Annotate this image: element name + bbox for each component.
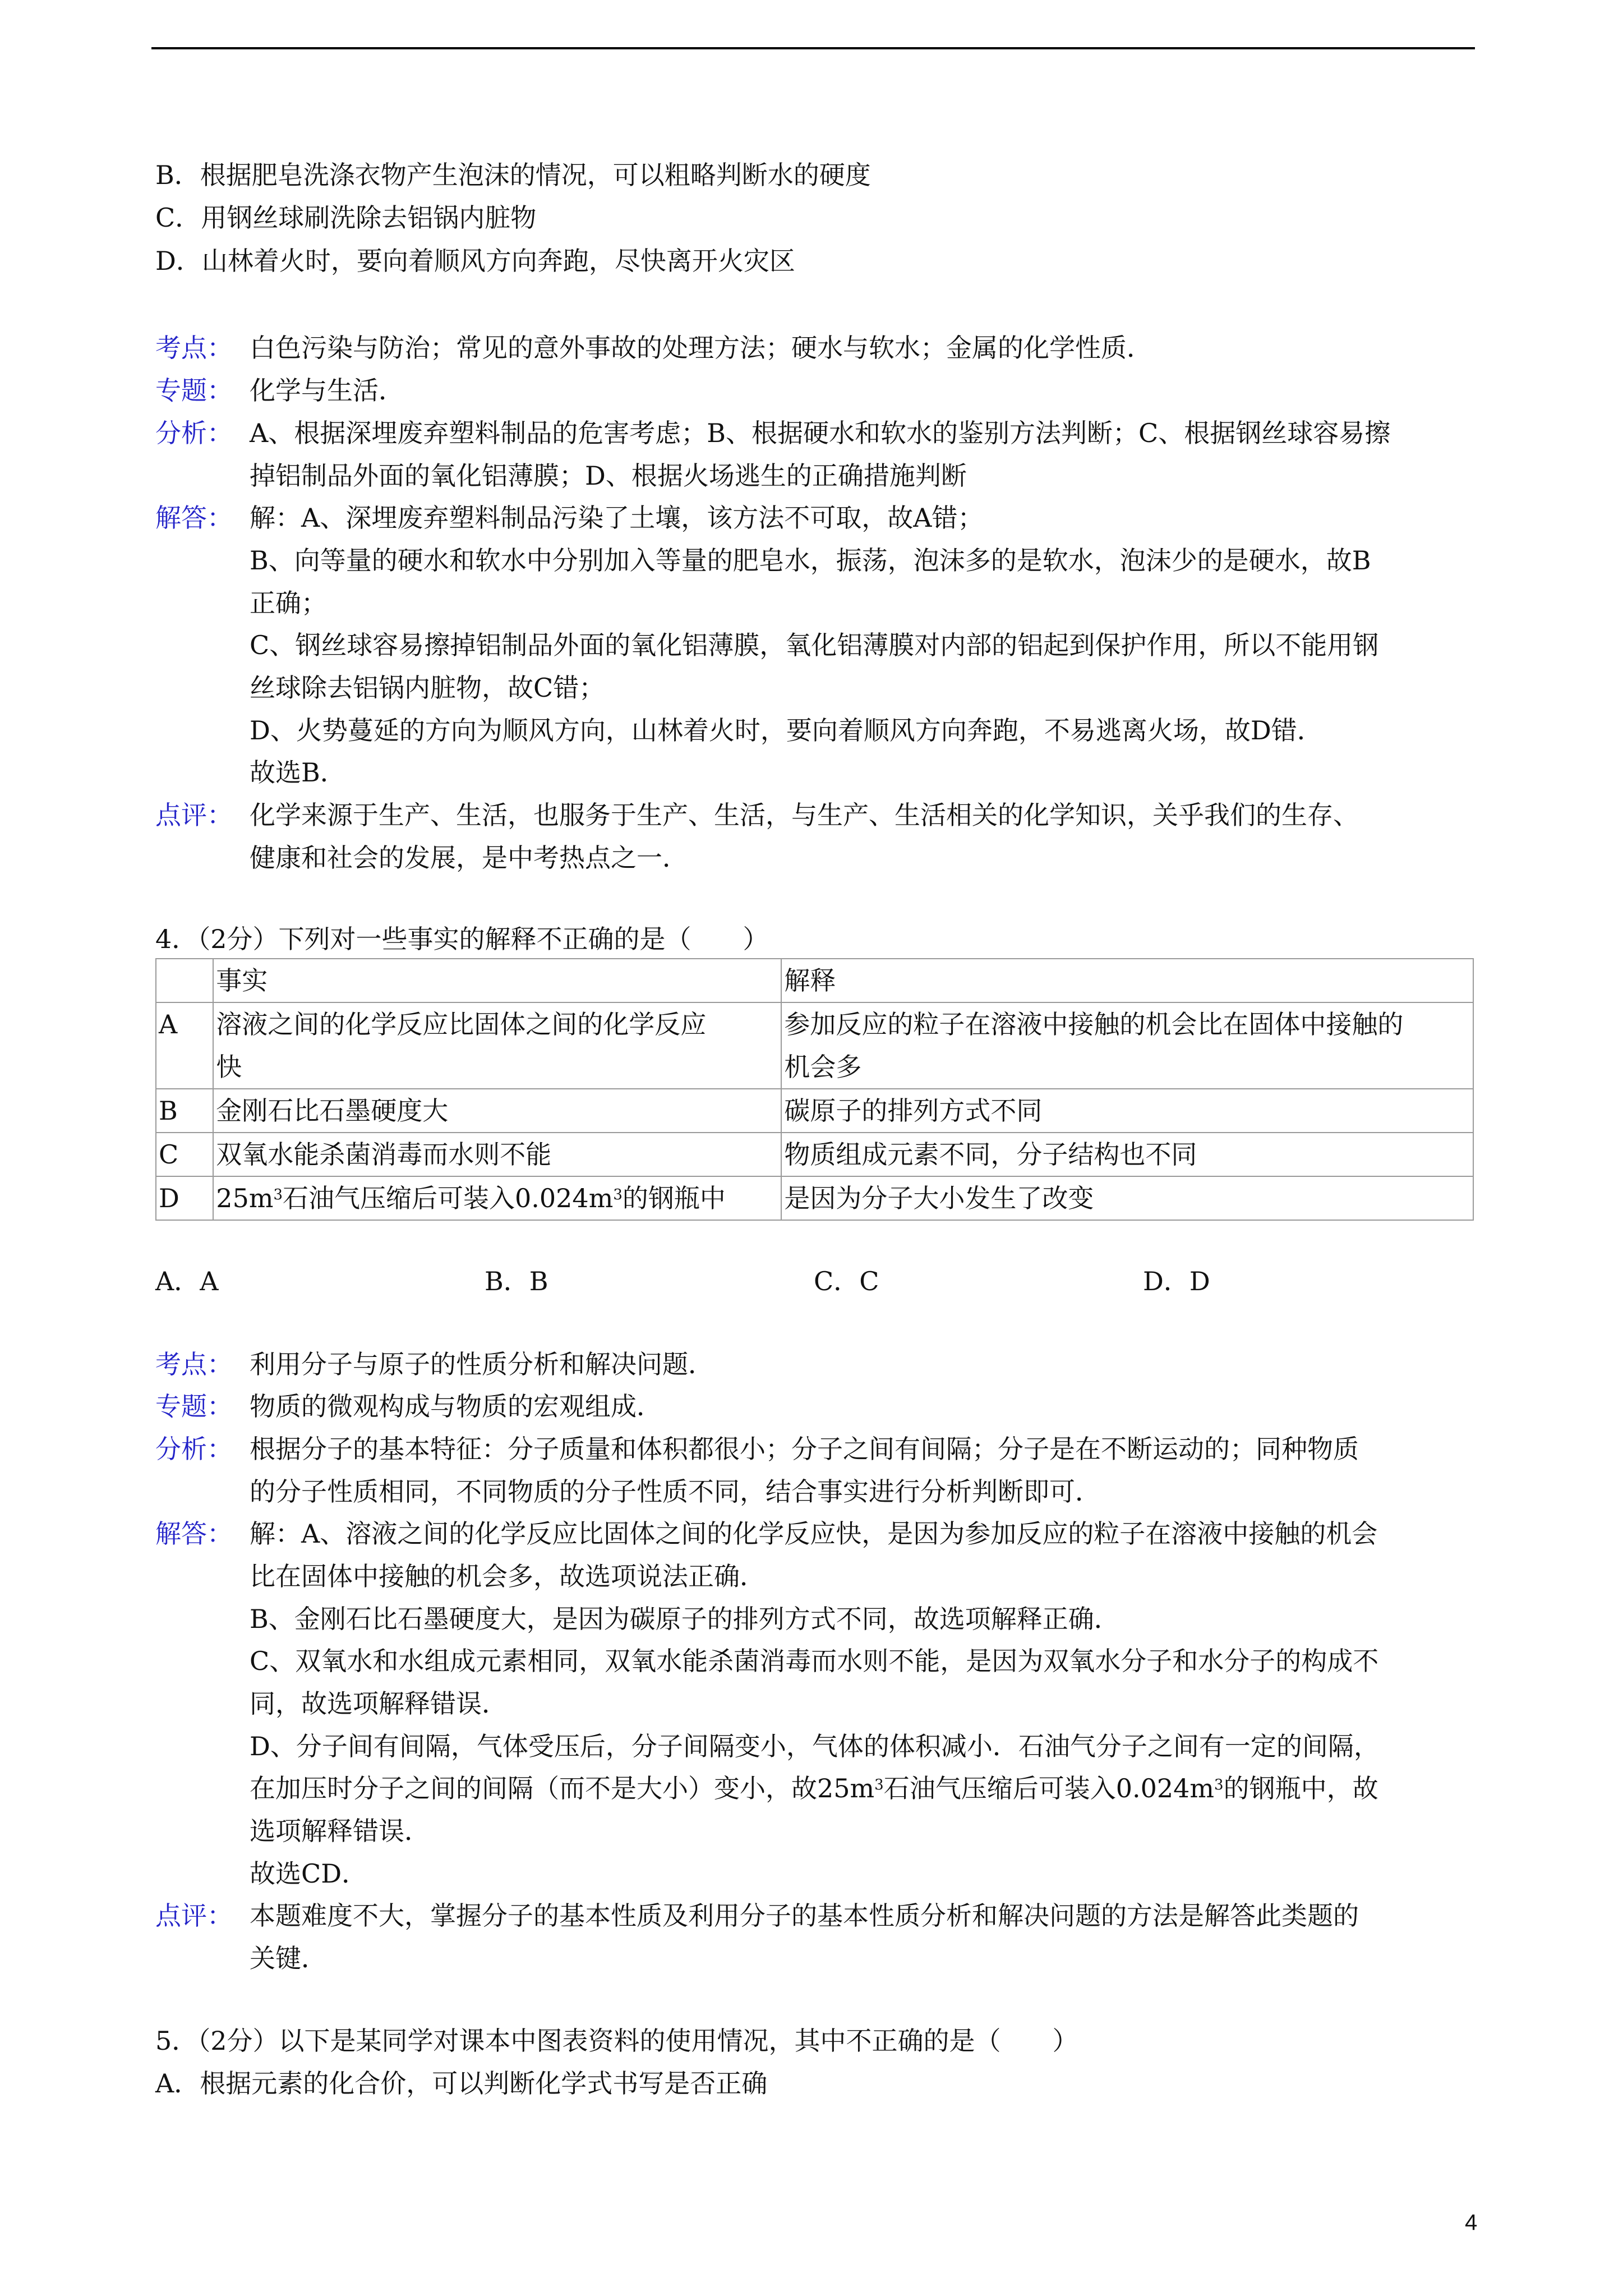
jieda-line: 解：A、深埋废弃塑料制品污染了土壤，该方法不可取，故A错；	[250, 503, 984, 533]
page-number: 4	[1465, 2210, 1478, 2235]
fenxi-label: 分析：	[155, 418, 233, 448]
choice-a: A．A	[155, 1266, 219, 1296]
jieda-line: 正确；	[250, 588, 327, 618]
dianping-label: 点评：	[155, 800, 233, 830]
jieda-line: 故选B．	[250, 757, 346, 788]
jieda-line: 丝球除去铝锅内脏物，故C错；	[250, 673, 605, 703]
jieda-line: C、钢丝球容易擦掉铝制品外面的氧化铝薄膜，氧化铝薄膜对内部的铝起到保护作用，所以不能用钢	[250, 630, 1379, 660]
table-header-cell	[156, 959, 213, 1002]
jieda-line: 解：A、溶液之间的化学反应比固体之间的化学反应快，是因为参加反应的粒子在溶液中接触的机会	[250, 1519, 1378, 1549]
table-row	[156, 1176, 1473, 1220]
jieda-line: D、火势蔓延的方向为顺风方向，山林着火时，要向着顺风方向奔跑，不易逃离火场，故D错．	[250, 715, 1323, 746]
choice-d: D．D	[1143, 1266, 1210, 1296]
dianping-line: 健康和社会的发展，是中考热点之一．	[250, 843, 688, 873]
option-b-q3: B．根据肥皂洗涤衣物产生泡沫的情况，可以粗略判断水的硬度	[155, 160, 871, 190]
table-row	[156, 1133, 1473, 1176]
zhuanti-text: 化学与生活．	[250, 375, 404, 406]
jieda-line: 选项解释错误．	[250, 1816, 430, 1846]
fact-cell: 金刚石比石墨硬度大	[213, 1089, 781, 1133]
zhuanti-text: 物质的微观构成与物质的宏观组成．	[250, 1391, 662, 1421]
jieda-line: C、双氧水和水组成元素相同，双氧水能杀菌消毒而水则不能，是因为双氧水分子和水分子的构成不	[250, 1646, 1379, 1676]
fact-cell: $25m^3$石油气压缩后可装入$0.024m^3$的钢瓶中	[213, 1176, 781, 1220]
table-row	[156, 1089, 1473, 1133]
fenxi-line: 掉铝制品外面的氧化铝薄膜；D、根据火场逃生的正确措施判断	[250, 461, 967, 491]
jieda-line: 比在固体中接触的机会多，故选项说法正确．	[250, 1561, 766, 1591]
kaodian-label: 考点：	[155, 1349, 233, 1379]
explain-line: 参加反应的粒子在溶液中接触的机会比在固体中接触的	[784, 1009, 1404, 1039]
explain-line: 机会多	[784, 1052, 862, 1082]
choice-c: C．C	[814, 1266, 879, 1296]
explain-cell: 物质组成元素不同，分子结构也不同	[781, 1133, 1473, 1176]
zhuanti-label: 专题：	[155, 1391, 233, 1421]
jieda-label: 解答：	[155, 503, 233, 533]
fenxi-line: 的分子性质相同，不同物质的分子性质不同，结合事实进行分析判断即可．	[250, 1476, 1101, 1507]
explain-cell: 碳原子的排列方式不同	[781, 1089, 1473, 1133]
header-rule	[151, 47, 1475, 49]
fact-cell	[213, 1002, 781, 1089]
dianping-line: 本题难度不大，掌握分子的基本性质及利用分子的基本性质分析和解决问题的方法是解答此类题的	[250, 1901, 1359, 1931]
dianping-line: 化学来源于生产、生活，也服务于生产、生活，与生产、生活相关的化学知识，关乎我们的生存、	[250, 800, 1359, 830]
jieda-line: B、金刚石比石墨硬度大，是因为碳原子的排列方式不同，故选项解释正确．	[250, 1604, 1120, 1634]
table-row	[156, 1002, 1473, 1089]
jieda-line: B、向等量的硬水和软水中分别加入等量的肥皂水，振荡，泡沫多的是软水，泡沫少的是硬水，故B	[250, 545, 1371, 576]
q5-option-a: A．根据元素的化合价，可以判断化学式书写是否正确	[155, 2068, 768, 2099]
choice-b: B．B	[485, 1266, 548, 1296]
option-c-q3: C．用钢丝球刷洗除去铝锅内脏物	[155, 203, 537, 233]
jieda-line: D、分子间有间隔，气体受压后，分子间隔变小，气体的体积减小．石油气分子之间有一定的间隔，	[250, 1731, 1380, 1761]
explain-cell	[781, 1002, 1473, 1089]
kaodian-text: 白色污染与防治；常见的意外事故的处理方法；硬水与软水；金属的化学性质．	[250, 333, 1152, 363]
fenxi-line: A、根据深埋废弃塑料制品的危害考虑；B、根据硬水和软水的鉴别方法判断；C、根据钢丝球容易擦	[250, 418, 1391, 448]
fenxi-label: 分析：	[155, 1434, 233, 1464]
dianping-line: 关键．	[250, 1943, 327, 1973]
jieda-line: 同，故选项解释错误．	[250, 1688, 508, 1719]
fact-line: 溶液之间的化学反应比固体之间的化学反应	[216, 1009, 707, 1039]
option-d-q3: D．山林着火时，要向着顺风方向奔跑，尽快离开火灾区	[155, 246, 795, 276]
dianping-label: 点评：	[155, 1901, 233, 1931]
fact-cell: 双氧水能杀菌消毒而水则不能	[213, 1133, 781, 1176]
row-key: D	[156, 1176, 213, 1220]
kaodian-label: 考点：	[155, 333, 233, 363]
row-key: B	[156, 1089, 213, 1133]
jieda-line: 故选CD．	[250, 1858, 368, 1889]
jieda-label: 解答：	[155, 1519, 233, 1549]
row-key: A	[156, 1002, 213, 1089]
explain-cell: 是因为分子大小发生了改变	[781, 1176, 1473, 1220]
fact-line: 快	[216, 1052, 242, 1082]
question-5-stem: 5．（2分）以下是某同学对课本中图表资料的使用情况，其中不正确的是（ ）	[155, 2026, 1078, 2056]
facts-table	[155, 958, 1474, 1221]
fenxi-line: 根据分子的基本特征：分子质量和体积都很小；分子之间有间隔；分子是在不断运动的；同种物质	[250, 1434, 1359, 1464]
question-4-stem: 4．（2分）下列对一些事实的解释不正确的是（ ）	[155, 924, 769, 954]
table-header-cell: 解释	[781, 959, 1473, 1002]
kaodian-text: 利用分子与原子的性质分析和解决问题．	[250, 1349, 714, 1379]
row-key: C	[156, 1133, 213, 1176]
jieda-line: 在加压时分子之间的间隔（而不是大小）变小，故$25m^3$石油气压缩后可装入$0.024m^3$的钢瓶中，故	[250, 1773, 1378, 1803]
zhuanti-label: 专题：	[155, 375, 233, 406]
table-header-row	[156, 959, 1473, 1002]
table-header-cell: 事实	[213, 959, 781, 1002]
